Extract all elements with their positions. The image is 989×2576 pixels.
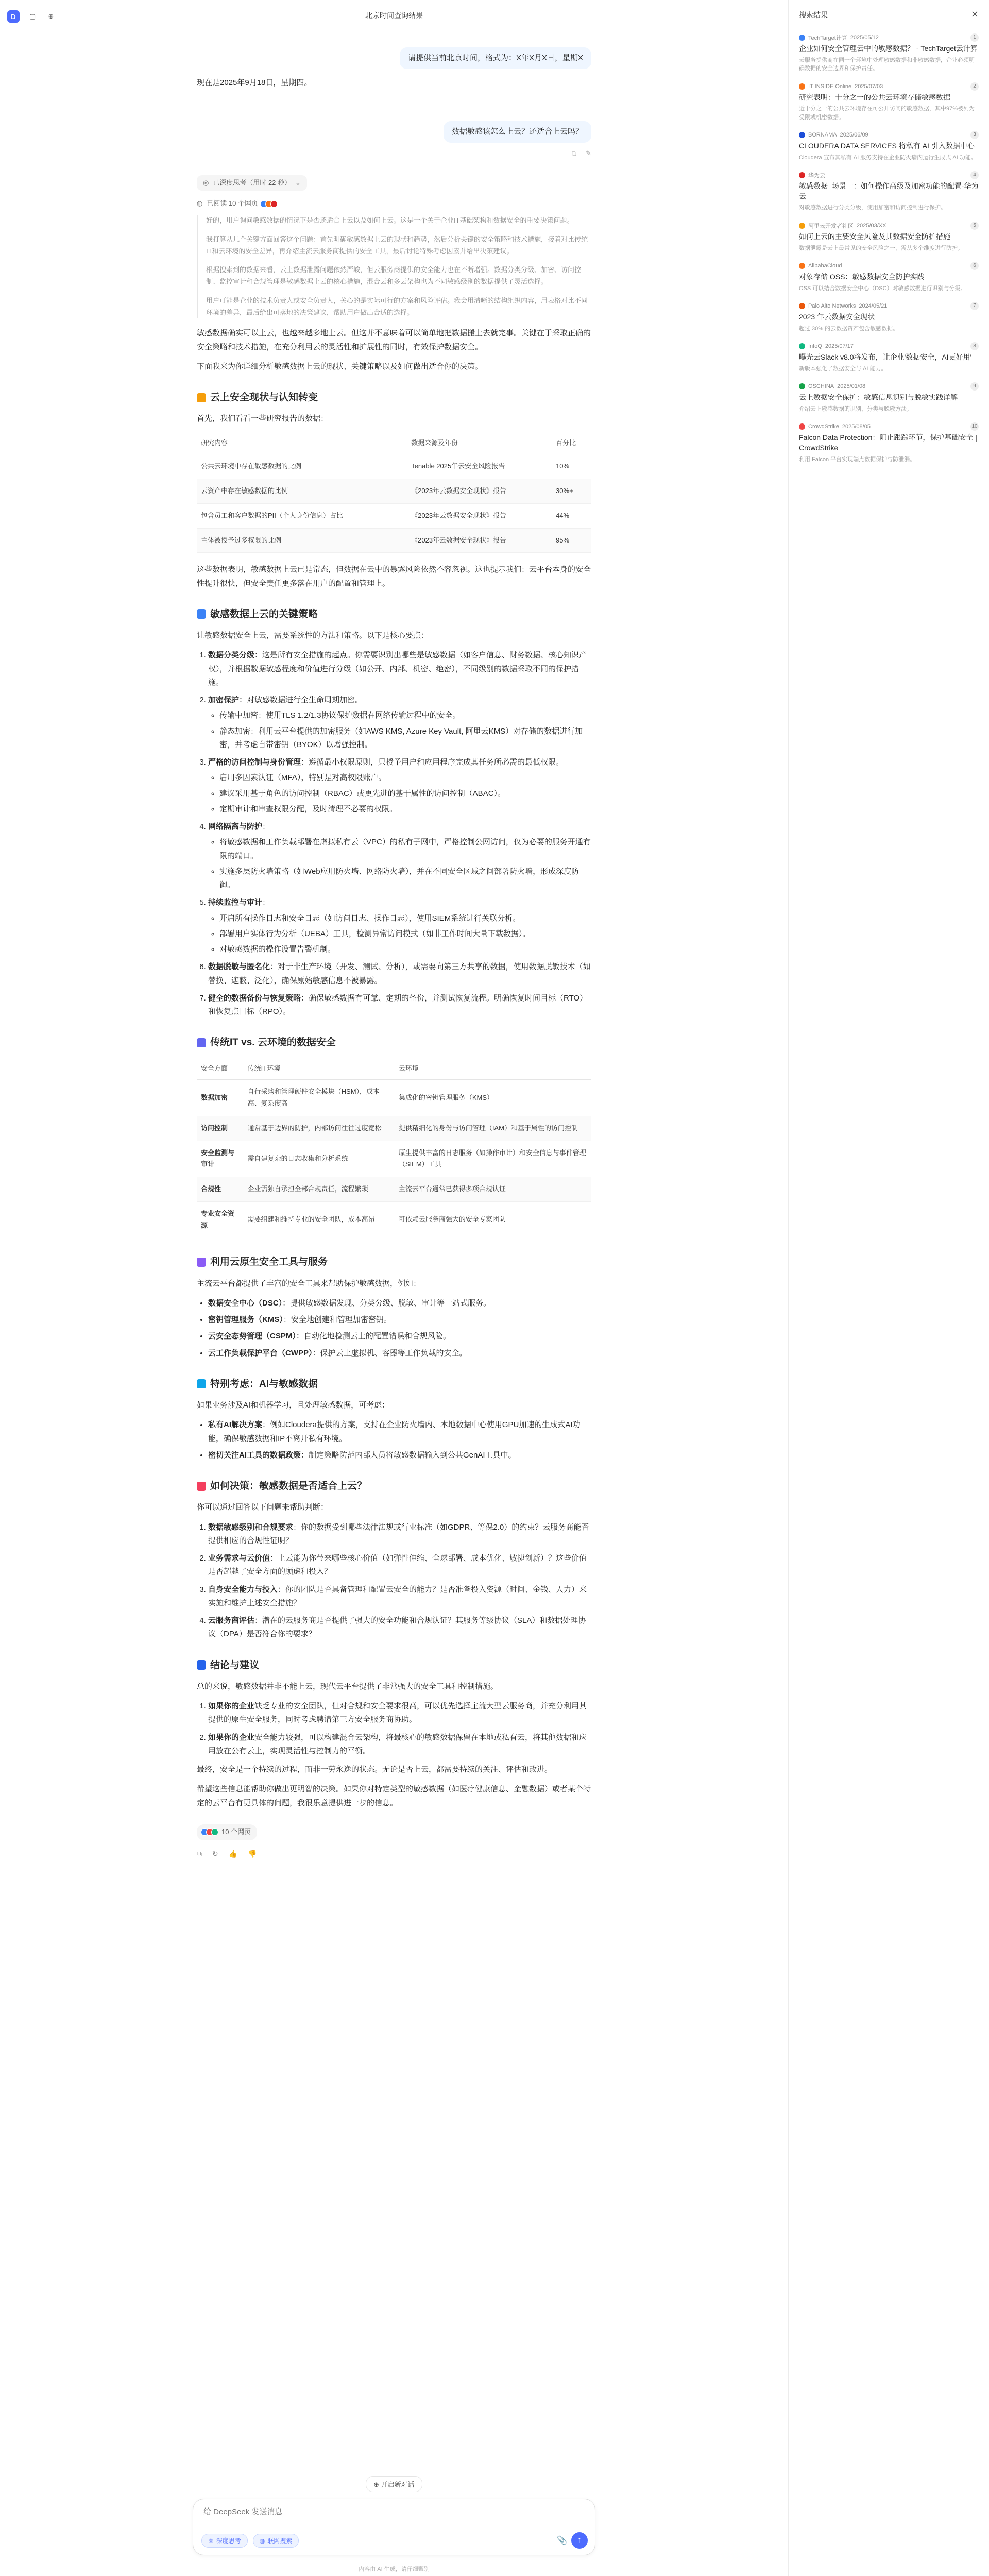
table-row: [197, 1201, 591, 1238]
assistant-answer-short: 现在是2025年9月18日，星期四。: [197, 78, 312, 88]
section-title: 传统IT vs. 云环境的数据安全: [210, 1037, 336, 1048]
diamond-icon: [197, 1660, 206, 1670]
result-snippet: 对敏感数据进行分类分级，使用加密和访问控制进行保护。: [799, 205, 946, 211]
result-title[interactable]: CLOUDERA DATA SERVICES 将私有 AI 引入数据中心: [799, 142, 975, 150]
result-site: OSCHINA: [808, 383, 834, 390]
result-title[interactable]: 企业如何安全管理云中的敏感数据？ - TechTarget云计算: [799, 44, 978, 53]
item-head: 云工作负载保护平台（CWPP）: [208, 1348, 313, 1358]
table-cell: 云资产中存在敏感数据的比例: [197, 479, 407, 504]
table-cell: 访问控制: [197, 1116, 244, 1141]
table-row: [197, 479, 591, 504]
result-site: InfoQ: [808, 343, 822, 350]
think-paragraph: 我打算从几个关键方面回答这个问题：首先明确敏感数据上云的现状和趋势，然后分析关键的安全策略和技术措施，接着对比传统IT和云环境的安全差异，再介绍主流云服务商提供的安全工具，最后讨论特殊考虑因素并给出决策建议。: [206, 235, 588, 255]
table-header: 云环境: [395, 1058, 591, 1080]
section-title: 特别考虑：AI与敏感数据: [210, 1378, 318, 1389]
toolbox-icon: [197, 1258, 206, 1267]
item-text: ：安全地创建和管理加密密钥。: [283, 1315, 391, 1324]
result-snippet: OSS 可以结合数据安全中心（DSC）对敏感数据进行识别与分级。: [799, 285, 966, 292]
list-item: [208, 693, 591, 752]
result-date: 2025/05/12: [850, 35, 879, 41]
panel-header: [789, 0, 989, 29]
thumbs-down-icon[interactable]: 👎: [248, 1850, 257, 1858]
section-heading: [197, 606, 591, 623]
list-item: [208, 1583, 591, 1611]
sub-list: [208, 771, 591, 816]
table-row: [197, 503, 591, 528]
source-favicons: [262, 200, 278, 208]
result-meta: [799, 342, 979, 350]
site-favicon-icon: [799, 263, 805, 269]
result-title[interactable]: 曝光云Slack v8.0将发布，让企业'数据安全，AI更好用': [799, 353, 972, 362]
item-head: 密切关注AI工具的数据政策: [208, 1450, 301, 1460]
chat-title: 北京时间查询结果: [365, 11, 423, 20]
section-title: 结论与建议: [210, 1659, 260, 1671]
result-title[interactable]: 2023 年云数据安全现状: [799, 313, 875, 321]
table-row: [197, 454, 591, 479]
list-item: [208, 992, 591, 1019]
site-favicon-icon: [799, 223, 805, 229]
site-favicon-icon: [799, 343, 805, 349]
result-date: 2025/01/08: [837, 383, 866, 390]
table-cell: 公共云环境中存在敏感数据的比例: [197, 454, 407, 479]
new-chat-icon[interactable]: ⊕: [48, 12, 54, 20]
list-item: [208, 649, 591, 689]
sub-item: ◦ 静态加密：利用云平台提供的加密服务（如AWS KMS, Azure Key Vault, 阿里云KMS）对存储的数据进行加密，并考虑自带密钥（BYOK）以增强控制。: [219, 725, 591, 752]
globe-icon: ◍: [259, 2537, 265, 2545]
edit-icon[interactable]: ✎: [586, 149, 591, 157]
table-header: 传统IT环境: [244, 1058, 395, 1080]
question-icon: [197, 1482, 206, 1491]
comparison-table: [197, 1058, 591, 1239]
site-favicon-icon: [799, 132, 805, 138]
result-meta: [799, 33, 979, 42]
think-paragraph: 用户可能是企业的技术负责人或安全负责人，关心的是实际可行的方案和风险评估。我会用清晰的结构组织内容，用表格对比不同环境的差异，最后给出可落地的决策建议，帮助用户做出合适的选择。: [206, 296, 588, 316]
result-index: 6: [970, 262, 979, 270]
sources-label: 10 个网页: [221, 1827, 251, 1836]
table-row: [197, 528, 591, 553]
list-item: [208, 820, 591, 892]
intro-paragraph: 敏感数据确实可以上云，也越来越多地上云。但这并不意味着可以简单地把数据搬上去就完事。关键在于采取正确的安全策略和技术措施，在充分利用云的灵活性和扩展性的同时，有效保护数据安全。: [197, 329, 591, 351]
result-snippet: 近十分之一的公共云环境存在可公开访问的敏感数据，其中97%被列为受限或机密数据。: [799, 106, 975, 121]
result-snippet: 利用 Falcon 平台实现端点数据保护与防泄漏。: [799, 456, 916, 463]
table-cell: 通常基于边界的防护，内部访问往往过度宽松: [244, 1116, 395, 1141]
stats-table: [197, 432, 591, 553]
result-index: 8: [970, 342, 979, 350]
site-favicon-icon: [799, 172, 805, 178]
result-date: 2025/06/09: [840, 132, 868, 139]
table-cell: 原生提供丰富的日志服务（如操作审计）和安全信息与事件管理（SIEM）工具: [395, 1141, 591, 1177]
item-text: ：保护云上虚拟机、容器等工作负载的安全。: [312, 1348, 467, 1358]
result-snippet: 新版本强化了数据安全与 AI 能力。: [799, 365, 887, 372]
item-text: ：对敏感数据进行全生命周期加密。: [239, 696, 363, 704]
composer-options: [201, 2534, 299, 2548]
result-meta: [799, 222, 979, 230]
search-result[interactable]: [789, 78, 989, 127]
result-date: 2025/08/05: [842, 423, 871, 430]
result-site: 华为云: [808, 173, 825, 179]
table-cell: 主体被授予过多权限的比例: [197, 528, 407, 553]
search-result[interactable]: [789, 29, 989, 78]
sub-list: [208, 912, 591, 957]
list-item: [208, 960, 591, 988]
item-head: 如果你的企业: [208, 1733, 255, 1742]
search-result[interactable]: [789, 298, 989, 338]
user-message-text: 数据敏感该怎么上云？还适合上云吗？: [444, 121, 591, 143]
item-text: ：这是所有安全措施的起点。你需要识别出哪些是敏感数据（如客户信息、财务数据、核心知识产权），并根据数据敏感程度和价值进行分级（如公开、内部、机密、绝密），不同级别的数据采取不同的保护措施。: [208, 651, 587, 687]
list-item: [208, 1521, 591, 1548]
result-title[interactable]: 对象存储 OSS：敏感数据安全防护实践: [799, 273, 925, 281]
section-heading: [197, 1034, 591, 1051]
search-result[interactable]: [789, 217, 989, 258]
ai-list: [197, 1418, 591, 1462]
item-text: ：潜在的云服务商是否提供了强大的安全功能和合规认证？其服务等级协议（SLA）和数据处理协议（DPA）是否符合你的要求？: [208, 1616, 586, 1639]
result-index: 2: [970, 82, 979, 91]
table-cell: 30%+: [552, 479, 591, 504]
section-title: 如何决策：敏感数据是否适合上云？: [210, 1481, 367, 1492]
think-toggle[interactable]: [197, 175, 307, 191]
table-row: [197, 1080, 591, 1116]
think-icon: ◎: [203, 178, 209, 187]
item-text: ：自动化地检测云上的配置错误和合规风险。: [296, 1332, 451, 1341]
item-head: 持续监控与审计: [208, 898, 263, 907]
table-cell: 需要组建和维持专业的安全团队，成本高昂: [244, 1201, 395, 1238]
new-chat-label: 开启新对话: [381, 2481, 415, 2488]
item-text: ：确保敏感数据有可靠、定期的备份，并测试恢复流程。明确恢复时间目标（RTO）和恢复点目标（RPO）。: [208, 993, 588, 1016]
sub-item: ◦ 建议采用基于角色的访问控制（RBAC）或更先进的基于属性的访问控制（ABAC）。: [219, 787, 591, 801]
table-cell: Tenable 2025年云安全风险报告: [407, 454, 552, 479]
table-cell: 数据加密: [197, 1080, 244, 1116]
item-head: 数据安全中心（DSC）: [208, 1298, 283, 1308]
source-favicons: [203, 1828, 218, 1836]
table-cell: 企业需独自承担全部合规责任，流程繁琐: [244, 1177, 395, 1202]
sources-button[interactable]: [197, 1824, 257, 1840]
response-tools: [197, 1848, 591, 1860]
item-head: 数据脱敏与匿名化: [208, 962, 270, 972]
item-head: 业务需求与云价值: [208, 1554, 270, 1563]
section-lead: 让敏感数据安全上云，需要系统性的方法和策略。以下是核心要点：: [197, 631, 429, 640]
result-site: BORNAMA: [808, 132, 837, 139]
search-result[interactable]: [789, 418, 989, 469]
result-site: 阿里云开发者社区: [808, 223, 854, 229]
table-cell: 44%: [552, 503, 591, 528]
item-text: ：上云能为你带来哪些核心价值（如弹性伸缩、全球部署、成本优化、敏捷创新）？这些价值是否超越了安全方面的顾虑和投入？: [208, 1554, 587, 1577]
table-cell: 提供精细化的身份与访问管理（IAM）和基于属性的访问控制: [395, 1116, 591, 1141]
section-tail: 这些数据表明，敏感数据上云已是常态，但数据在云中的暴露风险依然不容忽视。这也提示我们：云平台本身的安全性提升很快，但安全责任更多落在用户的配置和管理上。: [197, 565, 591, 588]
result-index: 1: [970, 33, 979, 42]
result-site: AlibabaCloud: [808, 263, 842, 269]
thumbs-up-icon[interactable]: 👍: [228, 1850, 238, 1858]
message-input[interactable]: [203, 2507, 574, 2516]
table-cell: 可依赖云服务商强大的安全专家团队: [395, 1201, 591, 1238]
item-head: 健全的数据备份与恢复策略: [208, 993, 301, 1003]
section-lead: 首先，我们看看一些研究报告的数据：: [197, 414, 329, 423]
think-paragraph: 根据搜索到的数据来看，云上数据泄露问题依然严峻，但云服务商提供的安全能力也在不断增强。数据分类分级、加密、访问控制、监控审计和合规管理是敏感数据上云的核心措施，混合云和多云架构也为不同敏感级别的数据提供了灵活选择。: [206, 266, 582, 285]
list-item: [208, 1330, 591, 1343]
message-composer: [193, 2499, 595, 2555]
section-heading: [197, 1253, 591, 1270]
think-paragraph: 好的，用户询问敏感数据的情况下是否还适合上云以及如何上云。这是一个关于企业IT基础架构和数据安全的重要决策问题。: [206, 216, 574, 224]
results-list: [789, 29, 989, 469]
list-item: [208, 896, 591, 956]
chevron-down-icon: ⌄: [295, 178, 301, 187]
deepseek-logo[interactable]: D: [7, 10, 20, 23]
sub-item: ◦ 开启所有操作日志和安全日志（如访问日志、操作日志），使用SIEM系统进行关联分析。: [219, 912, 591, 925]
section-lead: 总的来说，敏感数据并非不能上云，现代云平台提供了非常强大的安全工具和控制措施。: [197, 1682, 499, 1691]
result-title[interactable]: 云上数据安全保护：敏感信息识别与脱敏实践详解: [799, 393, 958, 402]
search-result[interactable]: [789, 167, 989, 217]
item-text: ：: [262, 898, 270, 907]
thinking-content: [197, 215, 591, 318]
section-lead: 你可以通过回答以下问题来帮助判断：: [197, 1503, 329, 1512]
item-head: 云安全态势管理（CSPM）: [208, 1332, 296, 1341]
item-head: 如果你的企业: [208, 1702, 255, 1710]
result-meta: [799, 171, 979, 179]
ai-disclaimer: 内容由 AI 生成，请仔细甄别: [359, 2566, 430, 2572]
result-index: 5: [970, 222, 979, 230]
user-message: [197, 121, 591, 143]
close-icon[interactable]: ✕: [970, 9, 979, 20]
result-index: 3: [970, 131, 979, 139]
web-search-toggle[interactable]: [253, 2534, 299, 2548]
table-cell: 95%: [552, 528, 591, 553]
regenerate-icon[interactable]: ↻: [212, 1850, 218, 1858]
list-item: [208, 1449, 591, 1462]
search-summary[interactable]: [197, 198, 591, 210]
search-result[interactable]: [789, 378, 989, 418]
table-header: 安全方面: [197, 1058, 244, 1080]
sub-item: ◦ 将敏感数据和工作负载部署在虚拟私有云（VPC）的私有子网中，严格控制公网访问，仅为必要的服务开通有限的端口。: [219, 836, 591, 863]
result-date: 2025/07/03: [855, 83, 883, 90]
sidebar-toggle-icon[interactable]: ▢: [29, 12, 36, 20]
sub-item: ◦ 传输中加密：使用TLS 1.2/1.3协议保护数据在网络传输过程中的安全。: [219, 709, 591, 722]
item-head: 密钥管理服务（KMS）: [208, 1315, 283, 1324]
result-site: TechTarget计算: [808, 35, 847, 41]
table-cell: 安全监测与审计: [197, 1141, 244, 1177]
ai-icon: [197, 1379, 206, 1388]
table-cell: 自行采购和管理硬件安全模块（HSM），成本高、复杂度高: [244, 1080, 395, 1116]
table-row: [197, 1116, 591, 1141]
sub-item: ◦ 启用多因素认证（MFA），特别是对高权限账户。: [219, 771, 591, 785]
result-title[interactable]: 敏感数据_场景一：如何操作高级及加密功能的配置-华为云: [799, 182, 979, 200]
item-head: 加密保护: [208, 696, 240, 704]
site-favicon-icon: [799, 35, 805, 41]
table-cell: 《2023年云数据安全现状》报告: [407, 503, 552, 528]
item-text: ：制定策略防范内部人员将敏感数据输入到公共GenAI工具中。: [301, 1450, 516, 1460]
table-cell: 需自建复杂的日志收集和分析系统: [244, 1141, 395, 1177]
list-item: [208, 1614, 591, 1641]
section-heading: [197, 1376, 591, 1393]
item-text: ：对于非生产环境（开发、测试、分析），或需要向第三方共享的数据，使用数据脱敏技术（如替换、遮蔽、泛化），确保原始敏感信息不被暴露。: [208, 962, 591, 985]
table-cell: 包含员工和客户数据的PII（个人身份信息）占比: [197, 503, 407, 528]
item-head: 数据敏感级别和合规要求: [208, 1522, 294, 1532]
sub-item: ◦ 定期审计和审查权限分配，及时清理不必要的权限。: [219, 803, 591, 816]
item-text: ：: [262, 822, 270, 831]
list-item: [208, 1347, 591, 1360]
final-paragraph: 希望这些信息能帮助你做出更明智的决策。如果你对特定类型的敏感数据（如医疗健康信息、金融数据）或者某个特定的云平台有更具体的问题，我很乐意提供进一步的信息。: [197, 1785, 591, 1807]
list-item: [208, 1297, 591, 1310]
site-favicon-icon: [799, 423, 805, 430]
tools-list: [197, 1297, 591, 1360]
item-head: 网络隔离与防护: [208, 822, 263, 831]
section-title: 云上安全现状与认知转变: [210, 392, 318, 403]
list-item: [208, 756, 591, 816]
search-result[interactable]: [789, 258, 989, 298]
result-site: Palo Alto Networks: [808, 303, 856, 310]
table-row: [197, 1177, 591, 1202]
result-index: 7: [970, 302, 979, 310]
item-text: ：你的数据受到哪些法律法规或行业标准（如GDPR、等保2.0）的约束？云服务商能否提供相应的合规性证明？: [208, 1522, 589, 1545]
result-index: 4: [970, 171, 979, 179]
sub-list: [208, 709, 591, 752]
result-snippet: Cloudera 宣布其私有 AI 服务支持在企业防火墙内运行生成式 AI 功能。: [799, 154, 977, 161]
item-text: ：例如Cloudera提供的方案，支持在企业防火墙内、本地数据中心使用GPU加速的生成式AI功能，确保敏感数据和IP不离开私有环境。: [208, 1420, 581, 1443]
table-header: 百分比: [552, 432, 591, 454]
table-cell: 主流云平台通常已获得多项合规认证: [395, 1177, 591, 1202]
result-meta: [799, 131, 979, 139]
table-header: 研究内容: [197, 432, 407, 454]
atom-icon: ⚛: [208, 2537, 214, 2545]
chip-label: 深度思考: [216, 2537, 241, 2545]
site-favicon-icon: [799, 383, 805, 389]
intro-paragraph: 下面我来为你详细分析敏感数据上云的现状、关键策略以及如何做出适合你的决策。: [197, 362, 483, 371]
table-row: [197, 1141, 591, 1177]
result-title[interactable]: 如何上云的主要安全风险及其数据安全防护措施: [799, 232, 950, 241]
user-message-text: 请提供当前北京时间，格式为：X年X月X日，星期X: [400, 47, 591, 69]
item-head: 数据分类分级: [208, 651, 255, 660]
send-button[interactable]: ↑: [571, 2532, 588, 2549]
section-title: 敏感数据上云的关键策略: [210, 608, 318, 620]
result-snippet: 数据泄露是云上最常见的安全风险之一，需从多个维度进行防护。: [799, 245, 963, 251]
result-site: CrowdStrike: [808, 423, 839, 430]
result-site: IT INSIDE Online: [808, 83, 852, 90]
item-text: 安全能力较强，可以构建混合云架构，将最核心的敏感数据保留在本地或私有云，将其他数据和应用放在公有云上，实现灵活性与控制力的平衡。: [208, 1733, 587, 1755]
search-results-panel: [788, 0, 989, 2576]
item-head: 云服务商评估: [208, 1616, 255, 1625]
chip-label: 联网搜索: [267, 2537, 293, 2545]
sub-list: [208, 836, 591, 892]
search-result[interactable]: [789, 127, 989, 167]
section-lead: 主流云平台都提供了丰富的安全工具来帮助保护敏感数据，例如：: [197, 1279, 421, 1288]
new-chat-icon: ⊕: [373, 2481, 381, 2488]
shield-icon: [197, 609, 206, 619]
section-heading: [197, 389, 591, 406]
item-text: ：提供敏感数据发现、分类分级、脱敏、审计等一站式服务。: [282, 1298, 491, 1308]
result-index: 10: [970, 422, 979, 431]
table-cell: 10%: [552, 454, 591, 479]
result-date: 2025/07/17: [825, 343, 854, 350]
user-message: [197, 47, 591, 69]
list-item: [208, 1731, 591, 1758]
table-cell: 专业安全资源: [197, 1201, 244, 1238]
lock-icon: [197, 393, 206, 402]
result-index: 9: [970, 382, 979, 391]
sub-item: ◦ 实施多层防火墙策略（如Web应用防火墙、网络防火墙），并在不同安全区域之间部署防火墙，形成深度防御。: [219, 865, 591, 892]
table-cell: 集成化的密钥管理服务（KMS）: [395, 1080, 591, 1116]
copy-icon[interactable]: ⧉: [197, 1850, 202, 1858]
message-tools: [197, 148, 591, 160]
table-cell: 《2023年云数据安全现状》报告: [407, 528, 552, 553]
result-meta: [799, 82, 979, 91]
attach-icon[interactable]: 📎: [557, 2536, 567, 2545]
item-head: 严格的访问控制与身份管理: [208, 758, 301, 767]
item-head: 私有AI解决方案: [208, 1420, 263, 1430]
list-item: [208, 1700, 591, 1727]
item-text: 缺乏专业的安全团队，但对合规和安全要求很高，可以优先选择主流大型云服务商，并充分利用其提供的原生安全服务，同时考虑聘请第三方安全服务商协助。: [208, 1702, 587, 1724]
decision-list: [197, 1521, 591, 1641]
think-label: 已深度思考（用时 22 秒）: [213, 178, 292, 187]
globe-icon: ◍: [197, 199, 203, 208]
panel-title: 搜索结果: [799, 10, 828, 19]
table-header: 数据来源及年份: [407, 432, 552, 454]
conclusion-list: [197, 1700, 591, 1758]
result-title[interactable]: Falcon Data Protection：阻止跟踪环节，保护基础安全 | CrowdStrike: [799, 433, 977, 452]
item-text: ：你的团队是否具备管理和配置云安全的能力？是否准备投入资源（时间、金钱、人力）来实施和维护上述安全措施？: [208, 1585, 587, 1607]
final-paragraph: 最终，安全是一个持续的过程，而非一劳永逸的状态。无论是否上云，都需要持续的关注、评估和改进。: [197, 1765, 553, 1774]
copy-icon[interactable]: ⧉: [571, 149, 577, 157]
table-cell: 合规性: [197, 1177, 244, 1202]
new-chat-button[interactable]: [366, 2476, 422, 2492]
site-favicon-icon: [799, 83, 805, 90]
list-item: [208, 1552, 591, 1579]
deep-think-toggle[interactable]: [201, 2534, 248, 2548]
result-meta: [799, 302, 979, 310]
search-label: 已阅读 10 个网页: [207, 199, 259, 208]
result-snippet: 超过 30% 的云数据资产包含敏感数据。: [799, 325, 899, 332]
chart-icon: [197, 1038, 206, 1047]
section-heading: [197, 1478, 591, 1495]
site-favicon-icon: [799, 303, 805, 309]
result-meta: [799, 422, 979, 431]
strategy-list: [197, 649, 591, 1019]
section-lead: 如果业务涉及AI和机器学习，且处理敏感数据，可考虑：: [197, 1401, 390, 1410]
table-cell: 《2023年云数据安全现状》报告: [407, 479, 552, 504]
section-heading: [197, 1657, 591, 1674]
search-result[interactable]: [789, 338, 989, 378]
conversation: [197, 47, 591, 1860]
sub-item: ◦ 部署用户实体行为分析（UEBA）工具，检测异常访问模式（如非工作时间大量下载数据）。: [219, 927, 591, 941]
result-date: 2024/05/21: [859, 303, 888, 310]
item-head: 自身安全能力与投入: [208, 1585, 278, 1594]
result-meta: [799, 262, 979, 270]
result-title[interactable]: 研究表明：十分之一的公共云环境存储敏感数据: [799, 93, 950, 101]
item-text: ：遵循最小权限原则，只授予用户和应用程序完成其任务所必需的最低权限。: [301, 758, 564, 767]
result-date: 2025/03/XX: [857, 222, 886, 229]
section-title: 利用云原生安全工具与服务: [210, 1257, 328, 1268]
sub-item: ◦ 对敏感数据的操作设置告警机制。: [219, 943, 591, 956]
list-item: [208, 1313, 591, 1327]
result-snippet: 云服务提供商在同一个环境中处理敏感数据和非敏感数据，企业必须明确数据的安全边界和保护责任。: [799, 57, 975, 72]
result-snippet: 介绍云上敏感数据的识别、分类与脱敏方法。: [799, 405, 912, 412]
list-item: [208, 1418, 591, 1446]
result-meta: [799, 382, 979, 391]
